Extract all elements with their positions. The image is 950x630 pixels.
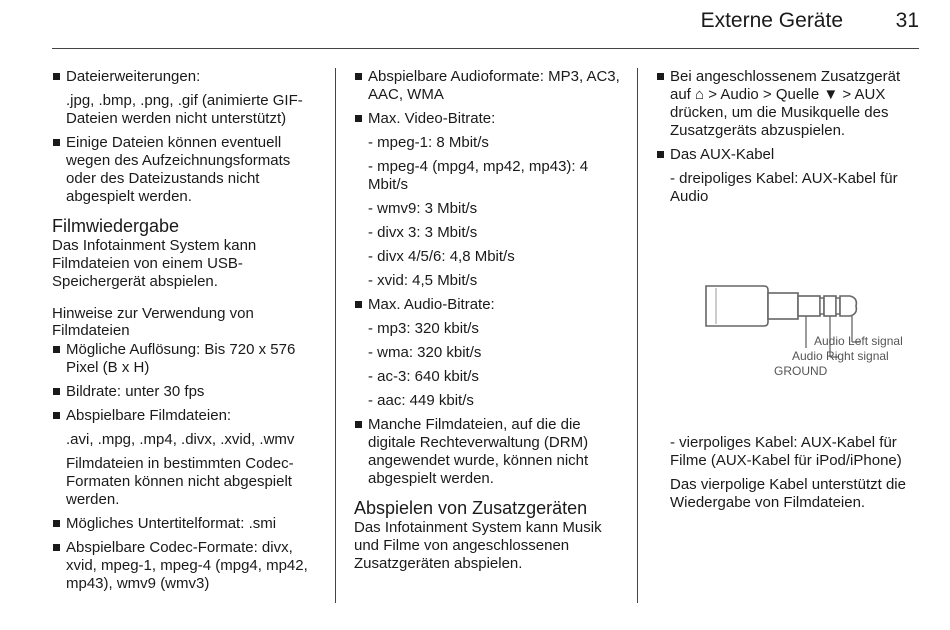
list-item: - vierpoliges Kabel: AUX-Kabel für Filme (AUX-Kabel für iPod/iPhone) [670, 434, 902, 469]
bullet-text: Bei angeschlossenem Zusatzgerät auf [670, 68, 901, 103]
list-item: - mpeg-1: 8 Mbit/s [368, 134, 489, 151]
bullet-text: Mögliches Untertitelformat: .smi [52, 515, 320, 533]
bullet-aux-instructions [656, 68, 924, 140]
nav-separator: > [838, 86, 855, 103]
column-divider [335, 68, 336, 603]
bullet-detail: .avi, .mpg, .mp4, .divx, .xvid, .wmv [66, 431, 295, 448]
list-item: - divx 3: 3 Mbit/s [368, 224, 478, 241]
bullet-text: Mögliche Auflösung: Bis 720 x 576 Pixel (B x H) [52, 341, 320, 377]
section-heading: Abspielen von Zusatzgeräten [354, 498, 588, 518]
page-number: 31 [895, 9, 919, 32]
paragraph: Das Infotainment System kann Musik und Filme von angeschlossenen Zusatzgeräten abspielen. [354, 519, 602, 572]
bullet-text: Manche Filmdateien, auf die die digitale Rechteverwaltung (DRM) angewendet wurde, können nicht abgespielt werden. [354, 416, 622, 488]
home-icon: ⌂ [695, 86, 705, 103]
column-2 [354, 68, 622, 581]
label-audio-left: Audio Left signal [814, 334, 903, 348]
bullet-detail: .jpg, .bmp, .png, .gif (animierte GIF-Dateien werden nicht unterstützt) [66, 92, 303, 127]
section-heading: Filmwiedergabe [52, 216, 180, 236]
column-3 [656, 68, 924, 518]
aux-plug-illustration [656, 216, 924, 424]
list-item: - mpeg-4 (mpg4, mp42, mp43): 4 Mbit/s [368, 158, 589, 193]
label-ground: GROUND [774, 364, 828, 378]
list-item: - mp3: 320 kbit/s [368, 320, 479, 337]
list-item: - wma: 320 kbit/s [368, 344, 482, 361]
nav-audio: Audio [720, 86, 759, 103]
nav-separator: > [704, 86, 721, 103]
header-title: Externe Geräte [700, 9, 843, 32]
bullet-file-extensions [52, 68, 320, 86]
list-item: - xvid: 4,5 Mbit/s [368, 272, 478, 289]
list-item: - ac-3: 640 kbit/s [368, 368, 479, 385]
bullet-text: Max. Video-Bitrate: [354, 110, 622, 128]
bullet-text: Dateierweiterungen: [66, 68, 201, 85]
list-item: - dreipoliges Kabel: AUX-Kabel für Audio [670, 170, 898, 205]
aux-plug-figure [656, 216, 924, 424]
bullet-text: Einige Dateien können eventuell wegen des Aufzeichnungsformats oder des Dateizustands nicht abgespielt werden. [52, 134, 320, 206]
bullet-text: drücken, um die Musikquelle des Zusatzgeräts abzuspielen. [670, 104, 889, 139]
paragraph: Das vierpolige Kabel unterstützt die Wiedergabe von Filmdateien. [670, 476, 906, 511]
nav-aux: AUX [854, 86, 886, 103]
list-item: - aac: 449 kbit/s [368, 392, 474, 409]
paragraph: Das Infotainment System kann Filmdateien von einem USB-Speichergerät abspielen. [52, 237, 257, 290]
nav-separator: > [758, 86, 776, 103]
label-audio-right: Audio Right signal [792, 349, 889, 363]
bullet-text: Abspielbare Audioformate: MP3, AC3, AAC, WMA [354, 68, 622, 104]
bullet-text: Abspielbare Filmdateien: [52, 407, 320, 425]
bullet-text: Max. Audio-Bitrate: [354, 296, 622, 314]
list-item: - divx 4/5/6: 4,8 Mbit/s [368, 248, 515, 265]
bullet-text: Bildrate: unter 30 fps [52, 383, 320, 401]
nav-quelle: Quelle ▼ [775, 86, 839, 103]
bullet-text: Abspielbare Codec-Formate: divx, xvid, mpeg-1, mpeg-4 (mpg4, mp42, mp43), wmv9 (wmv3) [52, 539, 320, 593]
header-rule [52, 48, 919, 49]
column-1 [52, 68, 320, 599]
column-divider [637, 68, 638, 603]
bullet-text: Das AUX-Kabel [656, 146, 924, 164]
bullet-detail: Filmdateien in bestimmten Codec-Formaten können nicht abgespielt werden. [66, 455, 294, 508]
list-item: - wmv9: 3 Mbit/s [368, 200, 478, 217]
sub-heading: Hinweise zur Verwendung von Filmdateien [52, 305, 254, 339]
